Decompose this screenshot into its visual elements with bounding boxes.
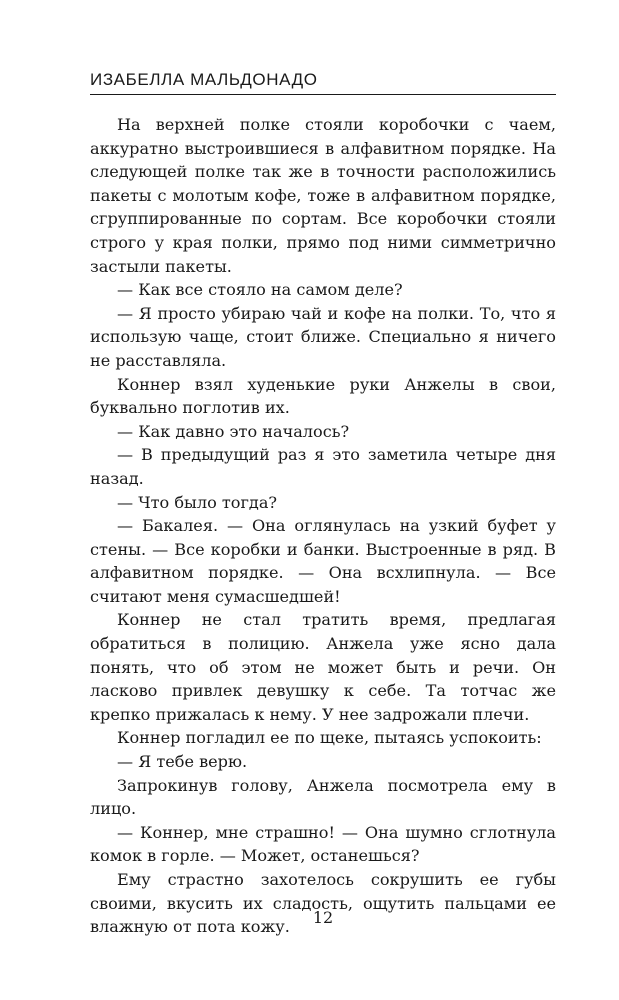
paragraph: Коннер не стал тратить время, предлагая обратиться в полицию. Анжела уже ясно дала понять, что об этом не может быть и речи. Он ласково привлек девушку к себе. Та тотчас же крепко прижалась к нему. У нее задрожали плечи. bbox=[90, 610, 556, 724]
paragraph: Ему страстно захотелось сокрушить ее губы своими, вкусить их сладость, ощутить пальцами ее влажную от пота кожу. bbox=[90, 870, 556, 937]
page-number: 12 bbox=[312, 908, 334, 927]
paragraph: Запрокинув голову, Анжела посмотрела ему в лицо. bbox=[90, 775, 556, 819]
paragraph: — В предыдущий раз я это заметила четыре дня назад. bbox=[90, 445, 556, 488]
paragraph: На верхней полке стояли коробочки с чаем, аккуратно выстроившиеся в алфавитном порядке. На следующей полке так же в точности расположились пакеты с молотым кофе, тоже в алфавитном порядке, сгруппированные по сортам. Все коробочки стояли строго у края полки, прямо под ними симметрично застыли пакеты. bbox=[90, 115, 556, 276]
paragraph: Коннер взял худенькие руки Анжелы в свои, буквально поглотив их. bbox=[90, 374, 556, 418]
body-text bbox=[90, 113, 556, 939]
paragraph: — Что было тогда? bbox=[117, 492, 278, 512]
paragraph: — Как все стояло на самом деле? bbox=[117, 280, 403, 300]
paragraph: — Я просто убираю чай и кофе на полки. То, что я использую чаще, стоит ближе. Специально я ничего не расставляла. bbox=[90, 303, 556, 370]
paragraph: — Бакалея. — Она оглянулась на узкий буфет у стены. — Все коробки и банки. Выстроенные в ряд. В алфавитном порядке. — Она всхлипнула. — Все считают меня сумасшедшей! bbox=[90, 516, 556, 606]
paragraph: Коннер погладил ее по щеке, пытаясь успокоить: bbox=[117, 728, 542, 748]
paragraph: — Коннер, мне страшно! — Она шумно сглотнула комок в горле. — Может, останешься? bbox=[90, 822, 556, 866]
paragraph: — Как давно это началось? bbox=[117, 421, 350, 441]
running-head: ИЗАБЕЛЛА МАЛЬДОНАДО bbox=[90, 70, 556, 95]
paragraph: — Я тебе верю. bbox=[117, 752, 248, 772]
